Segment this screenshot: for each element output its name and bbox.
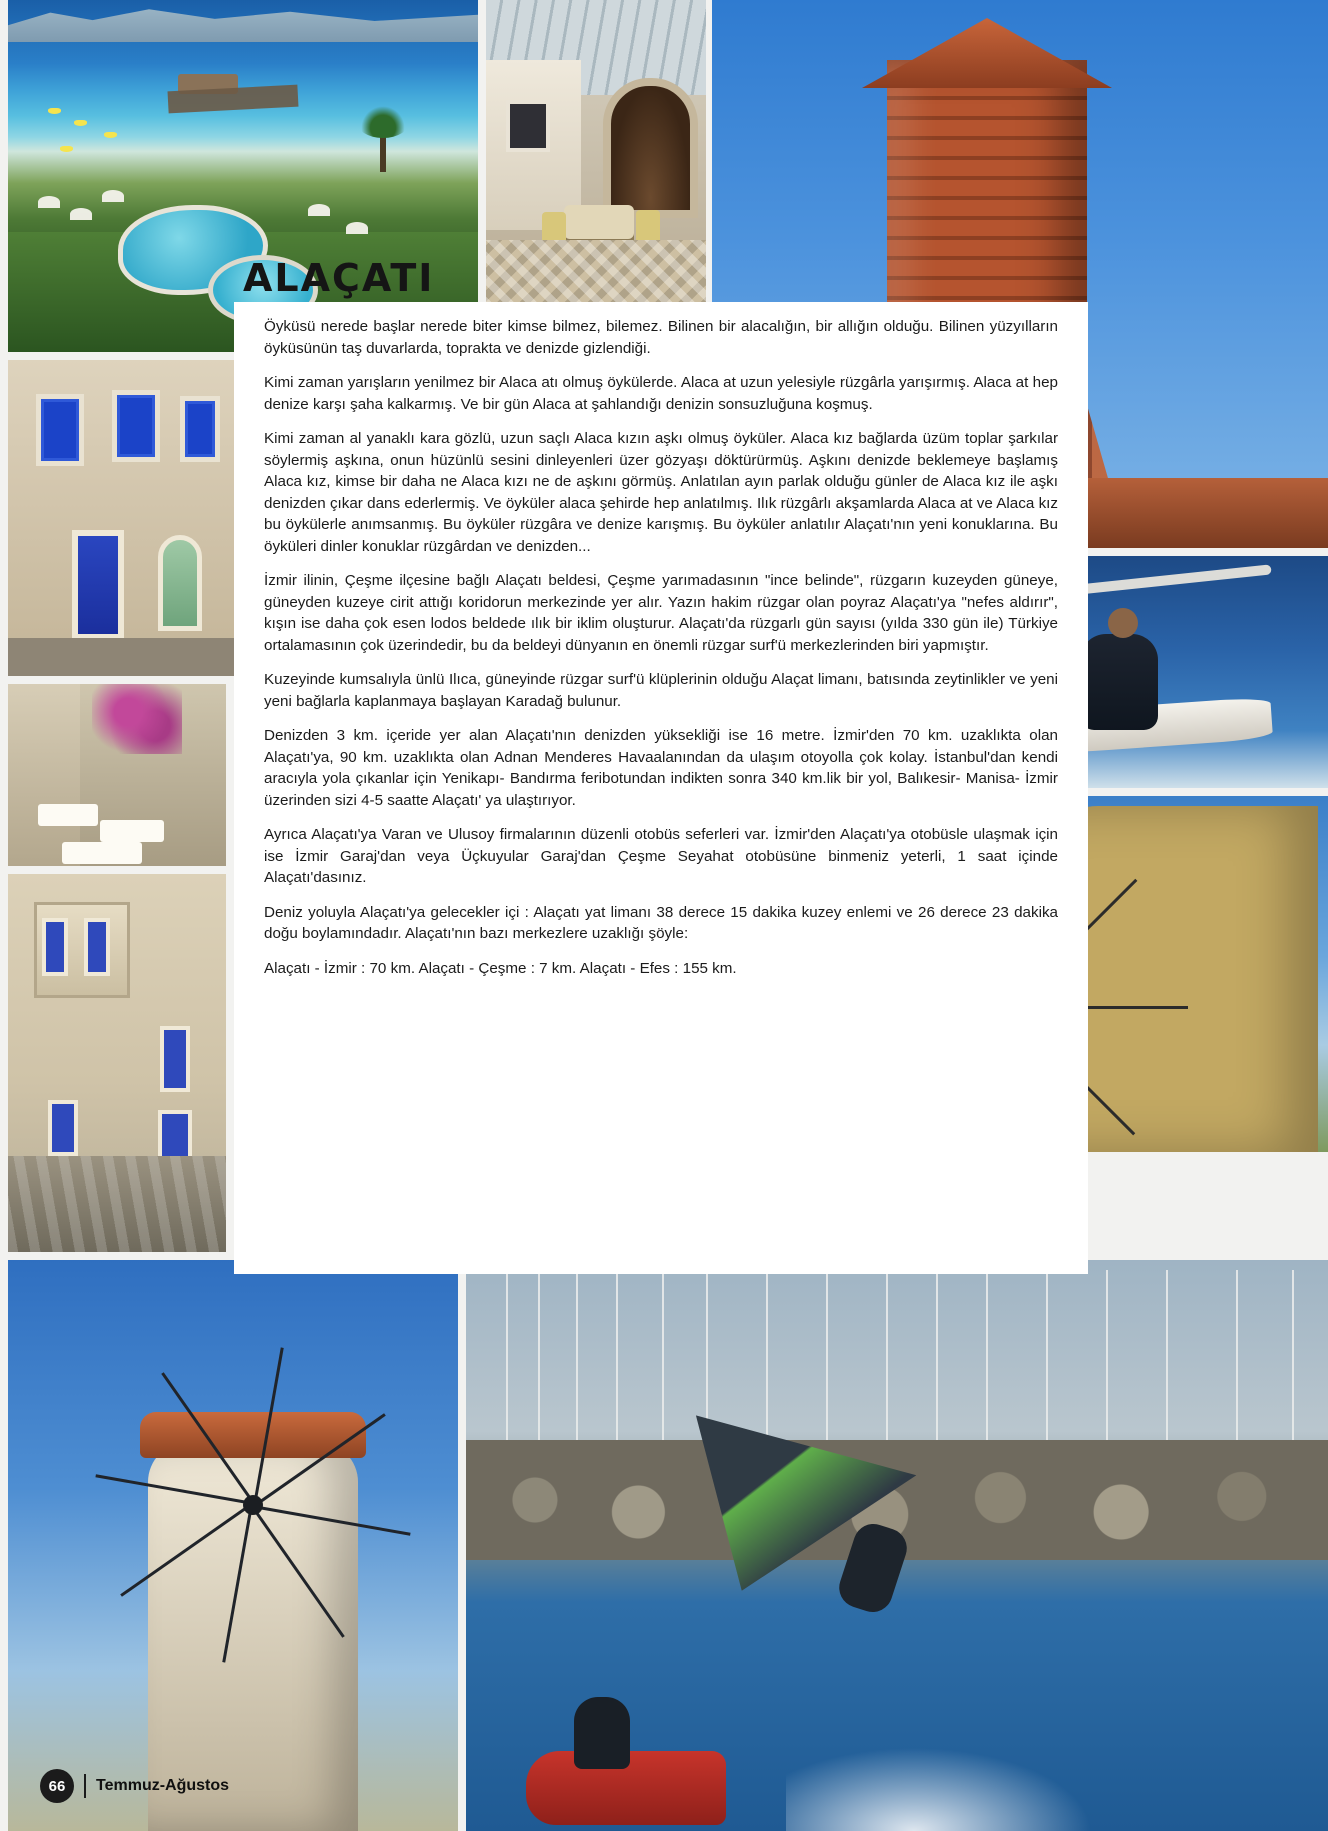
mast	[616, 1270, 618, 1450]
article-paragraph: Ayrıca Alaçatı'ya Varan ve Ulusoy firmalarının düzenli otobüs seferleri var. İzmir'den Alaçatı'ya otobüsle ulaşmak için ise İzmir Garaj'dan veya Üçkuyular Garaj'dan Çeşme Seyahat otobüsüne binmeniz yeterli, 1 saat içinde Alaçatı'dasınız.	[264, 826, 1058, 886]
framed-picture	[506, 100, 550, 152]
street-ground	[8, 638, 234, 676]
parasol	[308, 204, 330, 216]
parasol	[38, 196, 60, 208]
parasol	[346, 222, 368, 234]
article-paragraph: Öyküsü nerede başlar nerede biter kimse bilmez, bilemez. Bilinen bir alacalığın, bir allığın olduğu. Bilinen yüzyılların öyküsünün taş duvarlarda, toprakta ve denizde gizlendiği.	[264, 318, 1058, 357]
boat	[74, 120, 87, 126]
window	[84, 918, 110, 976]
restaurant-table	[100, 820, 164, 842]
windsurfer-body	[1080, 634, 1158, 730]
cafe-interior-photo	[486, 0, 706, 308]
boat	[104, 132, 117, 138]
hill-silhouette	[8, 0, 478, 42]
article-paragraph: Kuzeyinde kumsalıyla ünlü Ilıca, güneyinde rüzgar surf'ü klüplerinin olduğu Alaçat limanı, batısında zeytinlikler ve yeni yeni bağlarla kaplanmaya başlayan Karadağ bulunur.	[264, 671, 1058, 710]
mast	[936, 1270, 938, 1460]
jetski-rider	[574, 1697, 630, 1769]
boat	[60, 146, 73, 152]
mast	[1166, 1270, 1168, 1456]
window	[48, 1100, 78, 1156]
article-paragraph: Kimi zaman al yanaklı kara gözlü, uzun saçlı Alaca kızın aşkı olmuş öyküler. Alaca kız bağlarda üzüm toplar şarkılar söylermiş aşkına, onun hüzünlü sesini dinleyenleri üzer gözyaşı döktürürmüş. Aşkını denizde beklemeye başlamış Alaca kız, kimse bir daha ne Alaca kızı ne de aşkını görmüş. Anlatılan ayın parlak olduğu günler de Alaca kız ile aşkı denizden çıkar dans ederlermiş. Ve öyküler alaca şehirde hep anlatılmış. Ilık rüzgârlı akşamlarda Alaca at ve Alaca kız bu öykülerle anımsanmış. Bu öyküler rüzgâra ve denize karışmış. Bu öyküler anlatılır Alaçatı'nın yeni konuklarına. Bu öyküleri dinler konuklar rüzgârdan ve denizden...	[264, 430, 1058, 555]
harbour-windsurf-photo	[466, 1260, 1328, 1831]
article-paragraph: İzmir ilinin, Çeşme ilçesine bağlı Alaçatı beldesi, Çeşme yarımadasının "ince belinde", rüzgarın kuzeyden güneye, güneyden kuzeye cirit attığı koridorun merkezinde yer alır. Yazın hakim rüzgar olan poyraz Alaçatı'ya "nefes aldırır", kışın ise daha çok esen lodos beldede ılık bir iklim oluşturur. Alaçatı'da rüzgarlı gün sayısı (yılda 330 gün ile) Türkiye ortalamasının çok üzerindedir, bu da beldeyi dünyanın en önemli rüzgar surf'ü merkezlerinden biri yapmıştır.	[264, 572, 1058, 654]
footer-divider	[84, 1774, 86, 1798]
patterned-floor	[486, 240, 706, 308]
blue-shutter-house-photo	[8, 360, 234, 676]
cafe-table	[564, 205, 634, 239]
blue-door	[72, 530, 124, 640]
parasol	[102, 190, 124, 202]
footer-issue-label: Temmuz-Ağustos	[96, 1777, 230, 1794]
window	[180, 396, 220, 462]
window	[36, 394, 84, 466]
stone-arch	[603, 78, 698, 218]
bougainvillea	[92, 684, 182, 754]
stone-house-photo	[8, 874, 226, 1252]
chimney-cap	[862, 18, 1112, 88]
window	[160, 1026, 190, 1092]
window	[112, 390, 160, 462]
article-panel	[234, 302, 1088, 1274]
boat	[48, 108, 61, 114]
mast	[826, 1270, 828, 1445]
mast	[538, 1270, 540, 1460]
page-number-badge: 66	[40, 1769, 74, 1803]
street-tables-photo	[8, 684, 226, 866]
cobblestone-road	[8, 1156, 226, 1252]
windsurfer-head	[1108, 608, 1138, 638]
mast	[1046, 1270, 1048, 1450]
page-title: ALAÇATI	[243, 256, 435, 300]
restaurant-table	[62, 842, 142, 864]
stone-wall	[8, 684, 80, 866]
article-paragraph: Kimi zaman yarışların yenilmez bir Alaca atı olmuş öykülerde. Alaca at uzun yelesiyle rüzgârla yarışırmış. Alaca at hep denize karşı şaha kalkarmış. Ve bir gün Alaca at şahlandığı denizin sonsuzluğuna koşmuş.	[264, 374, 1058, 413]
green-shutter-window	[158, 535, 202, 631]
article-paragraph: Deniz yoluyla Alaçatı'ya gelecekler içi : Alaçatı yat limanı 38 derece 15 dakika kuzey enlemi ve 26 derece 23 dakika doğu boylamındadır. Alaçatı'nın bazı merkezlere uzaklığı şöyle:	[264, 903, 1058, 942]
article-paragraph: Alaçatı - İzmir : 70 km. Alaçatı - Çeşme : 7 km. Alaçatı - Efes : 155 km.	[264, 959, 737, 977]
blade-hub	[243, 1495, 263, 1515]
windmill-bottom-photo	[8, 1260, 458, 1831]
parasol	[70, 208, 92, 220]
windmill-blades	[128, 1380, 378, 1630]
article-paragraph: Denizden 3 km. içeride yer alan Alaçatı'nın denizden yüksekliği ise 16 metre. İzmir'den 70 km. uzaklıkta olan Alaçatı'ya, 90 km. uzaklıkta olan Adnan Menderes Havaalanından da ulaşım otoyolla çok kolay. İstanbul'dan kendi aracıyla yola çıkanlar için Yenikapı- Bandırma feribotundan indikten sonra 340 km.lik bir yol, Balıkesir- Manisa- İzmir üzerinden sizi 4-5 saatte Alaçatı' ya ulaştırıyor.	[264, 727, 1058, 809]
restaurant-table	[38, 804, 98, 826]
palm-tree	[380, 120, 386, 172]
mast	[1292, 1270, 1294, 1460]
water-spray	[786, 1741, 1106, 1831]
window	[42, 918, 68, 976]
footer	[40, 1769, 229, 1803]
